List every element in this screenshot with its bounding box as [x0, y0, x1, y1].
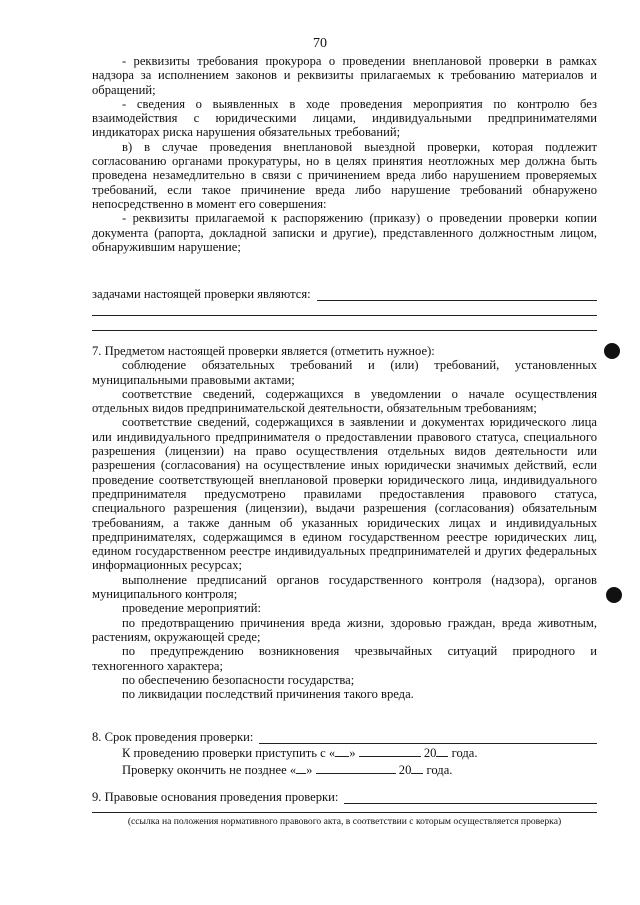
end-date-row: Проверку окончить не позднее « » 20 года. [122, 762, 453, 777]
subject-item[interactable]: соблюдение обязательных требований и (или) требований, установленных муниципальными правовыми актами; [92, 358, 597, 387]
tasks-block [92, 287, 597, 331]
start-month-field[interactable] [359, 745, 421, 757]
paragraph-urgent-inspection: в) в случае проведения внеплановой выездной проверки, которая подлежит согласованию органами прокуратуры, но в целях принятия неотложных мер должна быть проведена незамедлительно в связи с причинением вреда либо нарушением проверяемых требований, если такое причинение вреда либо нарушение требований обнаружено непосредственно в момент его совершения: [92, 139, 597, 211]
start-date-row: К проведению проверки приступить с « » 20 года. [122, 746, 478, 761]
bullet-mark [606, 587, 622, 603]
subject-item[interactable]: соответствие сведений, содержащихся в заявлении и документах юридического лица или индивидуального предпринимателя о предоставлении правового статуса, специального разрешения (лицензии) на право осуществления отдельных видов деятельности или разрешения (согласования) на осуществление иных юридически значимых действий, если проведение соответствующей внеплановой проверки юридического лица, индивидуального предпринимателя предусмотрено правилами предоставления правового статуса, специального разрешения (лицензии), выдачи разрешения (согласования) обязательным требованиям, а также данным об указанных юридических лицах и индивидуальных предпринимателях, содержащимся в едином государственном реестре юридических лиц, едином государственном реестре индивидуальных предпринимателей и других федеральных информационных ресурсах; [92, 415, 597, 573]
intro-block [92, 54, 597, 254]
section-7-title: 7. Предметом настоящей проверки является (отметить нужное): [92, 344, 435, 358]
paragraph-prosecutor-requirements: - реквизиты требования прокурора о проведении внеплановой проверки в рамках надзора за исполнением законов и реквизиты прилагаемых к требованию материалов и обращений; [92, 54, 597, 97]
start-day-field[interactable] [335, 745, 349, 757]
page-number: 70 [313, 36, 327, 51]
subject-subitem[interactable]: по предотвращению причинения вреда жизни, здоровью граждан, вреда животным, растениям, окружающей среде; [92, 615, 597, 644]
tasks-field-line-3[interactable] [92, 316, 597, 331]
subject-item[interactable]: соответствие сведений, содержащихся в уведомлении о начале осуществления отдельных видов предпринимательской деятельности, обязательным требованиям; [92, 386, 597, 416]
subject-subitem[interactable]: по обеспечению безопасности государства; [122, 672, 355, 687]
section-8 [92, 730, 597, 777]
tasks-field-line-1[interactable] [317, 288, 597, 301]
end-day-field[interactable] [296, 762, 306, 774]
end-year-field[interactable] [411, 762, 423, 774]
section-9-title: 9. Правовые основания проведения проверки: [92, 790, 339, 804]
subject-item[interactable]: проведение мероприятий: [122, 601, 262, 616]
section-7 [92, 344, 597, 701]
tasks-label: задачами настоящей проверки являются: [92, 287, 311, 301]
tasks-field-line-2[interactable] [92, 301, 597, 316]
paragraph-risk-indicators: - сведения о выявленных в ходе проведения мероприятия по контролю без взаимодействия с юридическими лицами, индивидуальными предпринимателями индикаторах риска нарушения обязательных требований; [92, 96, 597, 140]
subject-subitem[interactable]: по ликвидации последствий причинения такого вреда. [122, 687, 414, 702]
section-8-title: 8. Срок проведения проверки: [92, 730, 254, 744]
subject-item[interactable]: выполнение предписаний органов государственного контроля (надзора), органов муниципального контроля; [92, 572, 597, 602]
end-month-field[interactable] [316, 762, 396, 774]
subject-subitem[interactable]: по предупреждению возникновения чрезвычайных ситуаций природного и техногенного характера; [92, 644, 597, 673]
term-field[interactable] [259, 731, 597, 744]
legal-basis-field[interactable] [344, 791, 597, 804]
paragraph-attached-documents: - реквизиты прилагаемой к распоряжению (приказу) о проведении проверки копии документа (рапорта, докладной записки и другие), представленного должностным лицом, обнаружившим нарушение; [92, 211, 597, 254]
section-9 [92, 790, 597, 804]
bullet-mark [604, 343, 620, 359]
legal-basis-caption: (ссылка на положения нормативного правового акта, в соответствии с которым осуществляется проверка) [127, 816, 562, 827]
legal-basis-field-line-2[interactable] [92, 812, 597, 813]
start-year-field[interactable] [436, 745, 448, 757]
